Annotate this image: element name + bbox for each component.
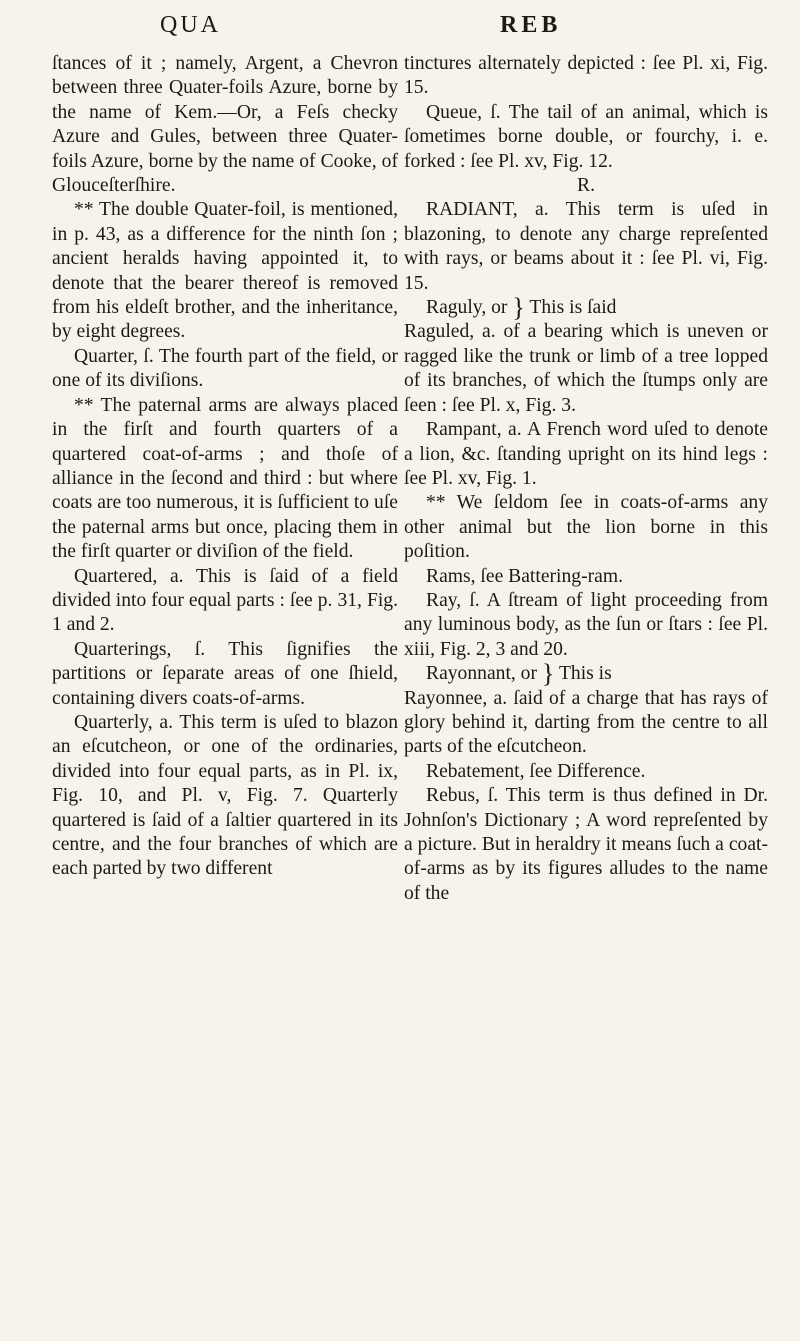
entry-continuation: tinctures alternately depicted : ſee Pl. xi, Fig. 15. [404,53,768,99]
entry-rebus: Rebus, ſ. This term is thus defined in Dr. Johnſon's Dictionary ; A word repreſented by a picture. But in heraldry it means ſuch a coat-of-arms as by its figures alludes to the name of the [404,785,768,904]
section-letter: R. [577,175,595,197]
note-paragraph: *⁢* The paternal arms are always placed in the firſt and fourth quarters of a quartered coat-of-arms ; and thoſe of alliance in the ſecond and third : but where coats are too numerous, it is ſufficient to uſe the paternal arms but once, placing them in the firſt quarter or diviſion of the field. [52,394,398,563]
raguled-term: Raguled, a. [404,321,496,343]
entry-rampant: Rampant, a. A French word uſed to denote a lion, &c. ſtanding upright on its hind legs : ſee Pl. xv, Fig. 1. [404,419,768,489]
note-paragraph: *⁢* We ſeldom ſee in coats-of-arms any other animal but the lion borne in this poſition. [404,492,768,563]
rayonnant-term: Rayonnant, or [426,663,538,685]
entry-paragraph: ſtances of it ; namely, Argent, a Chevron between three Quater-foils Azure, borne by the name of Kem.—Or, a Feſs checky Azure and Gules, between three Quater-foils Azure, borne by the name of Cooke, of Glouceſterſhire. [52,53,398,197]
right-column [404,52,768,906]
raguly-definition-rest: which is uneven or ragged like the trunk or limb of a tree lopped of its branches, of which the ſtumps only are ſeen : ſee Pl. x, Fig. 3. [404,321,768,416]
entry-quarterings: Quarterings, ſ. This ſignifies the partitions or ſeparate areas of one ſhield, containing divers coats-of-arms. [52,638,398,709]
entry-queue: Queue, ſ. The tail of an animal, which is ſometimes borne double, or fourchy, i. e. forked : ſee Pl. xv, Fig. 12. [404,101,768,172]
left-column [52,52,398,882]
brace-glyph: } [541,659,555,689]
rayonnant-definition-start: This is [558,663,612,685]
entry-quartered: Quartered, a. This is ſaid of a field divided into four equal parts : ſee p. 31, Fig. 1 and 2. [52,565,398,636]
raguly-term: Raguly, or [426,297,508,319]
page-header [0,12,800,42]
running-head-left: QUA [160,12,221,38]
entry-quarter: Quarter, ſ. The fourth part of the field, or one of its diviſions. [52,345,398,392]
entry-rebatement: Rebatement, ſee Difference. [426,760,646,782]
rayonnee-term: Rayonnee, a. [404,687,508,709]
entry-ray: Ray, ſ. A ſtream of light proceeding from any luminous body, as the ſun or ſtars : ſee Pl. xiii, Fig. 2, 3 and 20. [404,589,768,660]
raguly-definition-cont: of a bearing [503,321,603,343]
running-head-right: REB [500,12,562,38]
brace-glyph: } [512,293,525,323]
rayonnant-definition-cont: ſaid of a [513,687,581,709]
raguly-definition-start: This is ſaid [529,297,617,319]
note-paragraph: *⁢* The double Quater-foil, is mentioned, in p. 43, as a difference for the ninth ſon ; ancient heralds having appointed it, to denote that the bearer thereof is removed from his eldeſt brother, and the inheritance, by eight degrees. [52,199,398,343]
entry-raguly [404,293,768,418]
rayonnant-definition-rest: charge that has rays of glory behind it, darting from the centre to all parts of the eſcutcheon. [404,687,768,758]
entry-radiant: RADIANT, a. This term is uſed in blazoning, to denote any charge repreſented with rays, or beams about it : ſee Pl. vi, Fig. 15. [404,199,768,294]
entry-rams: Rams, ſee Battering-ram. [426,565,623,587]
entry-rayonnant [404,659,768,760]
entry-quarterly: Quarterly, a. This term is uſed to blazon an eſcutcheon, or one of the ordinaries, divided into four equal parts, as in Pl. ix, Fig. 10, and Pl. v, Fig. 7. Quarterly quartered is ſaid of a ſaltier quartered in its centre, and the four branches of which are each parted by two different [52,711,398,880]
